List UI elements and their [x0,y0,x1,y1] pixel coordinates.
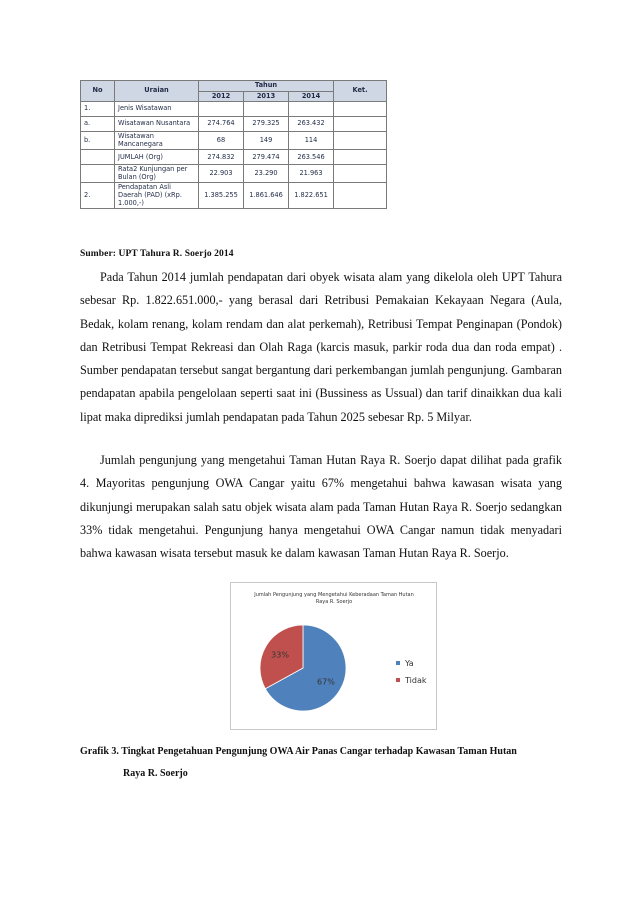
cell-no: b. [81,132,115,150]
pie-data-label: 33% [271,650,289,660]
cell-uraian: Rata2 Kunjungan per Bulan (Org) [115,165,199,183]
cell-ket [334,132,387,150]
header-uraian: Uraian [115,81,199,102]
cell-value: 68 [199,132,244,150]
legend-label: Tidak [405,675,427,685]
table-row [81,102,387,117]
body-paragraph: Pada Tahun 2014 jumlah pendapatan dari obyek wisata alam yang dikelola oleh UPT Tahura sebesar Rp. 1.822.651.000,- yang berasal dari Retribusi Pemakaian Kekayaan Negara (Aula, Bedak, kolam renang, kolam rendam dan alat perkemah), Retribusi Tempat Penginapan (Pondok) dan Retribusi Tempat Rekreasi dan Olah Raga (karcis masuk, parkir roda dua dan roda empat) . Sumber pendapatan tersebut sangat bergantung dari perkembangan jumlah pengunjung. Gambaran pendapatan apabila pengelolaan seperti saat ini (Bussiness as Ussual) dan tarif dinaikkan dua kali lipat maka diprediksi jumlah pendapatan pada Tahun 2025 sebesar Rp. 5 Milyar. [80,270,562,424]
cell-ket [334,117,387,132]
header-ket: Ket. [334,81,387,102]
cell-value: 114 [289,132,334,150]
header-year: 2012 [199,91,244,102]
cell-value: 274.764 [199,117,244,132]
caption-line: Grafik 3. Tingkat Pengetahuan Pengunjung OWA Air Panas Cangar terhadap Kawasan Taman Hutan [80,746,517,757]
cell-value: 149 [244,132,289,150]
header-year: 2014 [289,91,334,102]
chart-legend [396,656,426,690]
cell-no: 2. [81,183,115,209]
cell-ket [334,102,387,117]
figure-caption [80,741,517,785]
legend-item [396,656,426,670]
chart-title: Jumlah Pengunjung yang Mengetahui Keberadaan Taman Hutan Raya R. Soerjo [254,592,414,605]
cell-ket [334,150,387,165]
cell-ket [334,165,387,183]
cell-value: 263.546 [289,150,334,165]
cell-value: 263.432 [289,117,334,132]
cell-value [244,102,289,117]
cell-no [81,150,115,165]
cell-value: 1.822.651 [289,183,334,209]
cell-value: 1.385.255 [199,183,244,209]
table-row [81,183,387,209]
cell-value [199,102,244,117]
header-year: 2013 [244,91,289,102]
caption-line: Raya R. Soerjo [123,768,188,779]
cell-no: a. [81,117,115,132]
data-table [80,80,387,209]
cell-uraian: Wisatawan Nusantara [115,117,199,132]
table-row [81,165,387,183]
visitor-revenue-table [80,80,386,209]
cell-uraian: Jenis Wisatawan [115,102,199,117]
cell-value: 23.290 [244,165,289,183]
cell-uraian: JUMLAH (Org) [115,150,199,165]
legend-item [396,673,426,687]
table-row [81,150,387,165]
body-paragraph: Jumlah pengunjung yang mengetahui Taman Hutan Raya R. Soerjo dapat dilihat pada grafik 4. Mayoritas pengunjung OWA Cangar yaitu 67% mengetahui bahwa kawasan wisata yang dikunjungi merupakan salah satu objek wisata alam pada Taman Hutan Raya R. Soerjo sedangkan 33% tidak mengetahui. Pengunjung hanya mengetahui OWA Cangar namun tidak menyadari bahwa kawasan wisata tersebut masuk ke dalam kawasan Taman Hutan Raya R. Soerjo. [80,453,562,561]
cell-uraian: Pendapatan Asli Daerah (PAD) (xRp. 1.000,-) [115,183,199,209]
table-row [81,117,387,132]
legend-swatch [396,678,400,682]
cell-uraian: Wisatawan Mancanegara [115,132,199,150]
pie-data-label: 67% [317,677,335,687]
table-row [81,132,387,150]
cell-value: 279.325 [244,117,289,132]
cell-value: 1.861.646 [244,183,289,209]
cell-value: 279.474 [244,150,289,165]
table-source: Sumber: UPT Tahura R. Soerjo 2014 [80,249,234,259]
cell-no: 1. [81,102,115,117]
cell-no [81,165,115,183]
cell-value [289,102,334,117]
pie-chart [230,582,437,730]
header-tahun: Tahun [199,81,334,92]
cell-value: 22.903 [199,165,244,183]
cell-ket [334,183,387,209]
cell-value: 274.832 [199,150,244,165]
header-no: No [81,81,115,102]
legend-label: Ya [405,658,414,668]
legend-swatch [396,661,400,665]
cell-value: 21.963 [289,165,334,183]
